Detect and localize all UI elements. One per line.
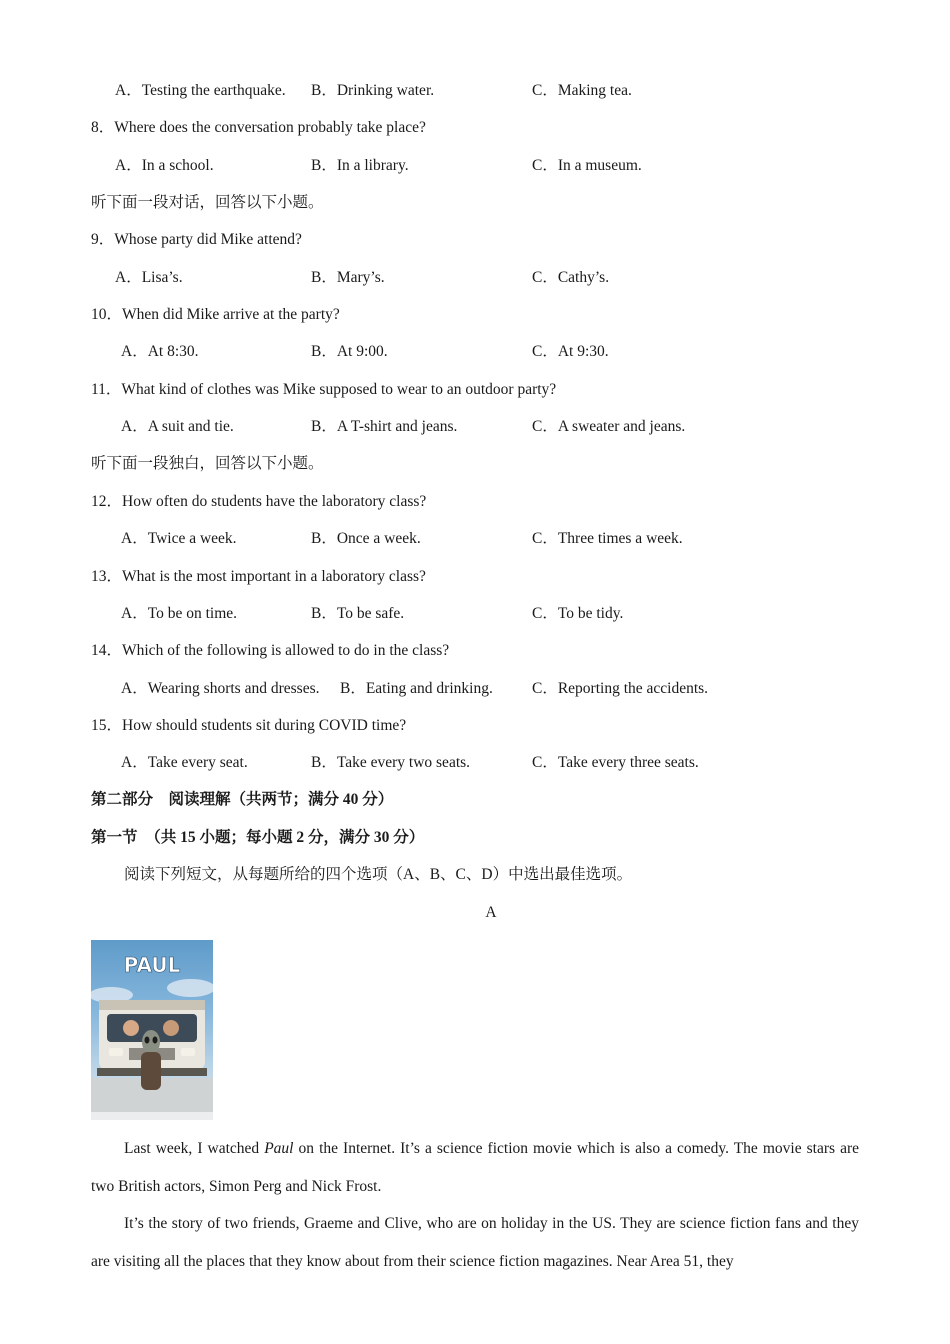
q7-option-c: C．Making tea. bbox=[532, 82, 632, 99]
q8-stem: 8．Where does the conversation probably take place? bbox=[91, 119, 426, 136]
q14-option-c: C．Reporting the accidents. bbox=[532, 680, 709, 697]
passage-label: A bbox=[485, 904, 497, 921]
q14-option-a: A．Wearing shorts and dresses. bbox=[121, 680, 320, 697]
q14-stem: 14．Which of the following is allowed to do in the class? bbox=[91, 642, 450, 659]
q12-stem: 12．How often do students have the laboratory class? bbox=[91, 493, 427, 510]
p1-after: on the Internet. It’s a science fiction movie which is also a comedy. The movie stars are two British actors, Simon Perg and Nick Frost. bbox=[91, 1140, 859, 1195]
movie-title-italic: Paul bbox=[264, 1140, 294, 1157]
q13-option-c: C．To be tidy. bbox=[532, 605, 624, 622]
part2-heading: 第二部分 阅读理解（共两节；满分 40 分） bbox=[91, 791, 394, 808]
q9-option-b: B．Mary’s. bbox=[311, 269, 385, 286]
movie-poster-image bbox=[91, 940, 213, 1120]
section1-heading: 第一节 （共 15 小题；每小题 2 分，满分 30 分） bbox=[91, 829, 425, 846]
q15-option-c: C．Take every three seats. bbox=[532, 754, 699, 771]
q7-option-a: A．Testing the earthquake. bbox=[115, 82, 286, 99]
q9-option-a: A．Lisa’s. bbox=[115, 269, 183, 286]
q11-option-a: A．A suit and tie. bbox=[121, 418, 234, 435]
q8-option-b: B．In a library. bbox=[311, 157, 409, 174]
q10-option-a: A．At 8:30. bbox=[121, 343, 199, 360]
passage-paragraph-2 bbox=[91, 1205, 859, 1280]
q13-option-a: A．To be on time. bbox=[121, 605, 238, 622]
q12-option-b: B．Once a week. bbox=[311, 530, 421, 547]
q13-option-b: B．To be safe. bbox=[311, 605, 405, 622]
poster-illustration bbox=[91, 940, 213, 1120]
instruction-monologue: 听下面一段独白，回答以下小题。 bbox=[91, 455, 324, 472]
q11-stem: 11．What kind of clothes was Mike supposed to wear to an outdoor party? bbox=[91, 381, 557, 398]
poster-logo: PAUL bbox=[123, 953, 181, 977]
q9-option-c: C．Cathy’s. bbox=[532, 269, 610, 286]
q8-option-c: C．In a museum. bbox=[532, 157, 642, 174]
q10-stem: 10．When did Mike arrive at the party? bbox=[91, 306, 340, 323]
q12-option-c: C．Three times a week. bbox=[532, 530, 683, 547]
p1-before: Last week, I watched bbox=[124, 1140, 265, 1157]
q8-option-a: A．In a school. bbox=[115, 157, 214, 174]
q15-option-b: B．Take every two seats. bbox=[311, 754, 471, 771]
q13-stem: 13．What is the most important in a laboratory class? bbox=[91, 568, 426, 585]
passage-paragraph-1 bbox=[91, 1130, 859, 1205]
q11-option-c: C．A sweater and jeans. bbox=[532, 418, 686, 435]
q10-option-c: C．At 9:30. bbox=[532, 343, 609, 360]
reading-instruction: 阅读下列短文，从每题所给的四个选项（A、B、C、D）中选出最佳选项。 bbox=[124, 866, 633, 883]
q10-option-b: B．At 9:00. bbox=[311, 343, 388, 360]
p2-text: It’s the story of two friends, Graeme and Clive, who are on holiday in the US. They are science fiction fans and they are visiting all the places that they know about from their science fiction magazines. Near Area 51, they bbox=[91, 1215, 859, 1270]
q7-option-b: B．Drinking water. bbox=[311, 82, 435, 99]
q15-option-a: A．Take every seat. bbox=[121, 754, 248, 771]
q14-option-b: B．Eating and drinking. bbox=[340, 680, 493, 697]
q15-stem: 15．How should students sit during COVID time? bbox=[91, 717, 407, 734]
q11-option-b: B．A T-shirt and jeans. bbox=[311, 418, 458, 435]
instruction-dialog: 听下面一段对话，回答以下小题。 bbox=[91, 194, 324, 211]
q9-stem: 9．Whose party did Mike attend? bbox=[91, 231, 302, 248]
q12-option-a: A．Twice a week. bbox=[121, 530, 237, 547]
